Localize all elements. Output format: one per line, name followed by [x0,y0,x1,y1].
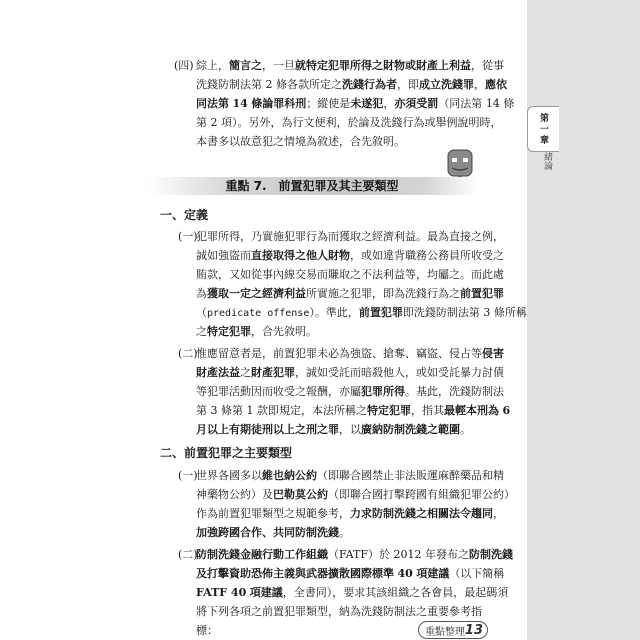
s2-p1-line-3: 作為前置犯罪類型之規範參考，力求防制洗錢之相關法令趨同， [196,507,504,520]
para4-line-2: 洗錢防制法第 2 條各款所定之洗錢行為者，即成立洗錢罪，應依 [196,78,507,91]
s2-p1-line-1: 世界各國多以維也納公約（即聯合國禁止非法販運麻醉藥品和精 [196,469,504,482]
section1-heading: 一、定義 [160,208,209,222]
page-number: 13 [464,623,483,638]
s2-p2-line-2: 及打擊資助恐佈主義與武器擴散國際標準 40 項建議（以下簡稱 [196,567,505,580]
s1-p2-line-5: 月以上有期徒刑以上之刑之罪，以廣納防制洗錢之範圍。 [196,423,471,436]
section2-heading: 二、前置犯罪之主要類型 [160,446,293,460]
para4-marker: (四) [174,59,194,72]
s1-p1-line-5: （predicate offense）。準此，前置犯罪即洗錢防制法第 3 條所稱 [196,306,527,319]
para4-line-3: 同法第 14 條論罪科刑；縱使是未遂犯，亦須受罰（同法第 14 條 [196,97,515,110]
para4-line-5: 本書多以故意犯之情境為敘述，合先敘明。 [196,135,405,148]
s2-p2-marker: (二) [178,548,198,561]
s2-p2-line-3: FATF 40 項建議，全書同），要求其該組織之各會員，最起碼須 [196,586,509,599]
s2-p2-line-1: 防制洗錢金融行動工作組織（FATF）於 2012 年發布之防制洗錢 [196,548,513,561]
s2-p1-marker: (一) [178,469,198,482]
page-footer-tag [418,621,488,639]
para4-line-4: 第 2 項）。另外，為行文便利，於論及洗錢行為或舉例說明時， [196,116,502,129]
s1-p2-line-2: 財產法益之財產犯罪，誠如受託而暗殺他人，或如受託暴力討債 [196,366,504,379]
s1-p1-line-1: 犯罪所得，乃實施犯罪行為而獲取之經濟利益。最為直接之例， [196,230,504,243]
s1-p2-line-3: 等犯罪活動因而收受之報酬，亦屬犯罪所得。基此，洗錢防制法 [196,385,504,398]
s1-p1-line-6: 之特定犯罪，合先敘明。 [196,325,317,338]
s1-p1-marker: (一) [178,230,198,243]
s2-p1-line-2: 神藥物公約）及巴勒莫公約（即聯合國打擊跨國有組織犯罪公約） [196,488,515,501]
chapter-sub-label: 緒論 [542,152,552,170]
s1-p2-line-4: 第 3 條第 1 款即規定，本法所稱之特定犯罪，指其最輕本刑為 6 [196,404,511,417]
s1-p2-marker: (二) [178,347,198,360]
s2-p1-line-4: 加強跨國合作、共同防制洗錢。 [196,526,350,539]
s1-p1-line-2: 誠如強盜而直接取得之他人財物，或如違背職務公務員所收受之 [196,249,504,262]
s1-p2-line-1: 惟應留意者是，前置犯罪未必為強盜、搶奪、竊盜、侵占等侵害 [196,347,504,360]
chapter-tab [527,106,559,152]
chapter-label: 第一章 [538,112,548,146]
para4-line-1: 綜上，簡言之，一旦就特定犯罪所得之財物或財產上利益，從事 [196,59,504,72]
chapter-sidebar [527,0,640,640]
s1-p1-line-4: 為獲取一定之經濟利益所實施之犯罪，即為洗錢行為之前置犯罪 [196,287,504,300]
s1-p1-line-3: 賄款，又如從事內線交易而賺取之不法利益等，均屬之。而此處 [196,268,504,281]
s2-p2-line-4: 將下列各項之前置犯罪類型，納為洗錢防制法之重要參考指標： [196,605,482,637]
section-title: 重點 7. 前置犯罪及其主要類型 [225,179,399,193]
footer-label: 重點整理 [425,626,465,638]
